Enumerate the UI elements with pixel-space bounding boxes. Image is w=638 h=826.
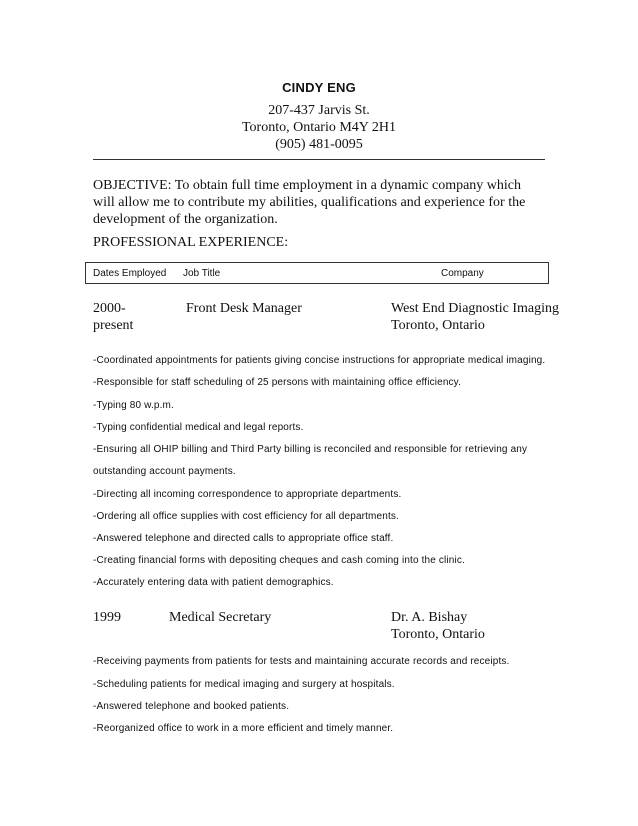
address-city: Toronto, Ontario M4Y 2H1 [241, 120, 397, 135]
duty-item-continued: outstanding account payments. [93, 466, 236, 477]
duty-item: -Answered telephone and booked patients. [93, 701, 290, 712]
duty-item: -Answered telephone and directed calls to appropriate office staff. [93, 533, 394, 544]
duty-item: -Typing 80 w.p.m. [93, 400, 174, 411]
duty-item: -Creating financial forms with depositing cheques and cash coming into the clinic. [93, 555, 465, 566]
job-location: Toronto, Ontario [391, 318, 485, 333]
experience-column-header [85, 262, 549, 284]
header-divider [93, 159, 545, 160]
applicant-name: CINDY ENG [282, 80, 356, 95]
job-title: Front Desk Manager [186, 301, 302, 316]
duty-item: -Ensuring all OHIP billing and Third Party billing is reconciled and responsible for retrieving any [93, 444, 528, 455]
phone-number: (905) 481-0095 [275, 137, 363, 152]
address-street: 207-437 Jarvis St. [268, 103, 370, 118]
experience-heading: PROFESSIONAL EXPERIENCE: [93, 235, 289, 250]
job-company: West End Diagnostic Imaging [391, 301, 560, 316]
job-dates: 2000- [93, 301, 126, 316]
duty-item: -Receiving payments from patients for tests and maintaining accurate records and receipts. [93, 656, 510, 667]
duty-item: -Ordering all office supplies with cost efficiency for all departments. [93, 511, 399, 522]
column-dates-employed: Dates Employed [93, 268, 167, 279]
duty-item: -Typing confidential medical and legal reports. [93, 422, 304, 433]
duty-item: -Directing all incoming correspondence to appropriate departments. [93, 489, 402, 500]
duty-item: -Reorganized office to work in a more efficient and timely manner. [93, 723, 394, 734]
duty-item: -Accurately entering data with patient demographics. [93, 577, 334, 588]
job-dates-end: present [93, 318, 134, 333]
duty-item: -Responsible for staff scheduling of 25 persons with maintaining office efficiency. [93, 377, 462, 388]
job-title: Medical Secretary [169, 610, 272, 625]
duty-item: -Coordinated appointments for patients giving concise instructions for appropriate medical imaging. [93, 355, 546, 366]
column-company: Company [441, 268, 484, 279]
objective-statement: OBJECTIVE: To obtain full time employment in a dynamic company which will allow me to contribute my abilities, qualifications and experience for the development of the organization. [93, 178, 526, 227]
job-location: Toronto, Ontario [391, 627, 485, 642]
column-job-title: Job Title [183, 268, 221, 279]
job-dates: 1999 [93, 610, 121, 625]
duty-item: -Scheduling patients for medical imaging and surgery at hospitals. [93, 679, 395, 690]
job-company: Dr. A. Bishay [391, 610, 468, 625]
